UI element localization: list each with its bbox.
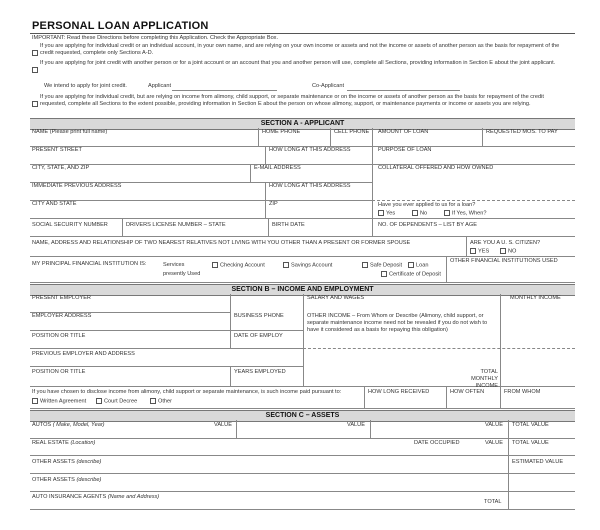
written-agreement-checkbox[interactable]: Written Agreement xyxy=(32,398,86,405)
option-joint-text: If you are applying for joint credit with another person or for a joint account or an account that you and another person will use, complete all Sections, providing information in Section E about the joint applicant. xyxy=(40,60,556,66)
citizen-no-checkbox[interactable]: NO xyxy=(500,248,516,255)
relatives-field[interactable]: NAME, ADDRESS AND RELATIONSHIP OF TWO NEAREST RELATIVES NOT LIVING WITH YOU OTHER THAN A PRESENT OR FORMER SPOUSE xyxy=(32,240,411,246)
section-c-header: SECTION C – ASSETS xyxy=(30,410,575,422)
auto-value-1: VALUE xyxy=(214,422,232,428)
co-applicant-label: Co-Applicant xyxy=(312,83,345,89)
applied-before-question: Have you ever applied to us for a loan? xyxy=(378,202,476,208)
name-field[interactable]: NAME (Please print full name) xyxy=(32,129,108,135)
home-phone-field[interactable]: HOME PHONE xyxy=(262,129,301,135)
presently-used-label: presently Used xyxy=(163,271,201,277)
court-decree-checkbox[interactable]: Court Decree xyxy=(96,398,137,405)
safe-deposit-checkbox[interactable]: Safe Deposit xyxy=(362,262,402,269)
other-checkbox[interactable]: Other xyxy=(150,398,172,405)
date-occupied-field[interactable]: DATE OCCUPIED xyxy=(414,440,460,446)
how-long-received-field[interactable]: HOW LONG RECEIVED xyxy=(368,389,430,395)
loan-checkbox[interactable]: Loan xyxy=(408,262,428,269)
ssn-field[interactable]: SOCIAL SECURITY NUMBER xyxy=(32,222,108,228)
real-estate-field[interactable]: REAL ESTATE (Location) xyxy=(32,440,96,446)
other-income-field[interactable]: OTHER INCOME – From Whom or Describe (Alimony, child support, or separate maintenance income need not be revealed if you do not wish to have it considered as a basis for repaying this obligation) xyxy=(307,313,488,334)
insurance-agents-field[interactable]: AUTO INSURANCE AGENTS (Name and Address) xyxy=(32,494,160,500)
page-title: PERSONAL LOAN APPLICATION xyxy=(32,20,209,32)
monthly-income-field[interactable]: MONTHLY INCOME xyxy=(510,295,561,301)
previous-position-field[interactable]: POSITION OR TITLE xyxy=(32,369,86,375)
city-state-field[interactable]: CITY AND STATE xyxy=(32,201,77,207)
how-often-field[interactable]: HOW OFTEN xyxy=(450,389,485,395)
applied-if-yes-checkbox[interactable]: If Yes, When? xyxy=(444,210,487,217)
applicant-signature-line[interactable] xyxy=(172,90,277,91)
co-applicant-signature-line[interactable] xyxy=(347,90,460,91)
auto-value-3: VALUE xyxy=(485,422,503,428)
autos-field[interactable]: AUTOS ( Make, Model, Year) xyxy=(32,422,105,428)
real-estate-value: VALUE xyxy=(485,440,503,446)
applied-yes-checkbox[interactable]: Yes xyxy=(378,210,395,217)
option-reliance-text: If you are applying for individual credit, but are relying on income from alimony, child support, or separate maintenance or on the income or assets of another person as the basis for repayment of the credit requested, complete all Sections to the extent possible, providing information in Section E about the person on whose alimony, support, or maintenance payments or income or assets you are relying. xyxy=(40,94,544,108)
email-field[interactable]: E-MAIL ADDRESS xyxy=(254,165,301,171)
birth-date-field[interactable]: BIRTH DATE xyxy=(272,222,305,228)
previous-employer-field[interactable]: PREVIOUS EMPLOYER AND ADDRESS xyxy=(32,351,135,357)
estimated-value-field[interactable]: ESTIMATED VALUE xyxy=(512,459,564,465)
position-title-field[interactable]: POSITION OR TITLE xyxy=(32,333,86,339)
how-long-prev-address-field[interactable]: HOW LONG AT THIS ADDRESS xyxy=(269,183,351,189)
business-phone-field[interactable]: BUSINESS PHONE xyxy=(234,313,284,319)
from-whom-field[interactable]: FROM WHOM xyxy=(504,389,541,395)
drivers-license-field[interactable]: DRIVERS LICENSE NUMBER – STATE xyxy=(126,222,226,228)
option-reliance-checkbox[interactable] xyxy=(32,95,40,113)
dependents-field[interactable]: NO. OF DEPENDENTS – LIST BY AGE xyxy=(378,222,477,228)
option-individual-text: If you are applying for individual credit or an individual account, in your own name, and are relying on your own income or assets and not the income or assets of another person as the basis for repayment of the credit requested, complete only Sections A-D. xyxy=(40,43,560,57)
important-note: IMPORTANT: Read these Directions before completing this Application. Check the Appropriate Box. xyxy=(32,35,279,41)
date-of-employ-field[interactable]: DATE OF EMPLOY xyxy=(234,333,283,339)
amount-of-loan-field[interactable]: AMOUNT OF LOAN xyxy=(378,129,429,135)
section-b-header: SECTION B – INCOME AND EMPLOYMENT xyxy=(30,284,575,296)
joint-intent-label: We intend to apply for joint credit. xyxy=(44,83,127,89)
city-state-zip-field[interactable]: CITY, STATE, AND ZIP xyxy=(32,165,90,171)
disclose-income-question: If you have chosen to disclose income from alimony, child support or separate maintenance, is such income paid pursuant to: xyxy=(32,389,342,395)
option-joint-checkbox[interactable] xyxy=(32,61,40,79)
requested-months-field[interactable]: REQUESTED MOS. TO PAY xyxy=(486,129,558,135)
collateral-field[interactable]: COLLATERAL OFFERED AND HOW OWNED xyxy=(378,165,494,171)
section-a-header: SECTION A - APPLICANT xyxy=(30,118,575,130)
title-rule xyxy=(30,33,575,34)
present-street-field[interactable]: PRESENT STREET xyxy=(32,147,82,153)
applicant-label: Applicant xyxy=(148,83,172,89)
auto-value-2: VALUE xyxy=(347,422,365,428)
previous-address-field[interactable]: IMMEDIATE PREVIOUS ADDRESS xyxy=(32,183,122,189)
total-monthly-income-label: TOTAL MONTHLY INCOME xyxy=(471,369,498,390)
citizen-yes-checkbox[interactable]: YES xyxy=(470,248,489,255)
us-citizen-question: ARE YOU A U. S. CITIZEN? xyxy=(470,240,541,246)
other-institutions-field[interactable]: OTHER FINANCIAL INSTITUTIONS USED xyxy=(450,258,558,264)
financial-institution-field[interactable]: MY PRINCIPAL FINANCIAL INSTITUTION IS: xyxy=(32,261,147,267)
services-label: Services xyxy=(163,262,185,268)
total-value-field[interactable]: TOTAL VALUE xyxy=(512,422,549,428)
employer-address-field[interactable]: EMPLOYER ADDRESS xyxy=(32,313,92,319)
other-assets-field-2[interactable]: OTHER ASSETS (describe) xyxy=(32,477,102,483)
purpose-of-loan-field[interactable]: PURPOSE OF LOAN xyxy=(378,147,432,153)
how-long-address-field[interactable]: HOW LONG AT THIS ADDRESS xyxy=(269,147,351,153)
savings-account-checkbox[interactable]: Savings Account xyxy=(283,262,332,269)
checking-account-checkbox[interactable]: Checking Account xyxy=(212,262,265,269)
certificate-of-deposit-checkbox[interactable]: Certificate of Deposit xyxy=(381,271,441,278)
assets-total-label: TOTAL xyxy=(484,499,502,505)
zip-field[interactable]: ZIP xyxy=(269,201,278,207)
present-employer-field[interactable]: PRESENT EMPLOYER xyxy=(32,295,91,301)
option-individual-checkbox[interactable] xyxy=(32,44,40,62)
applied-no-checkbox[interactable]: No xyxy=(412,210,427,217)
real-estate-total-value[interactable]: TOTAL VALUE xyxy=(512,440,549,446)
cell-phone-field[interactable]: CELL PHONE xyxy=(334,129,370,135)
other-assets-field-1[interactable]: OTHER ASSETS (describe) xyxy=(32,459,102,465)
salary-wages-field[interactable]: SALARY AND WAGES xyxy=(307,295,365,301)
years-employed-field[interactable]: YEARS EMPLOYED xyxy=(234,369,286,375)
